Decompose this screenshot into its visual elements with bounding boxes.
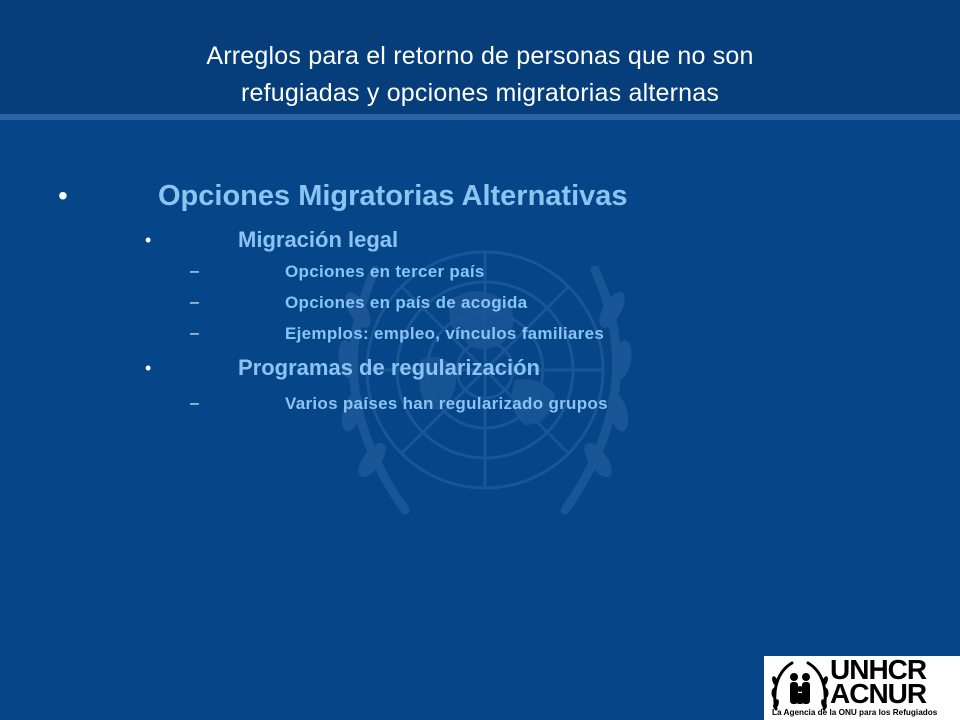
slide-title xyxy=(60,38,900,112)
logo-unhcr-text: UNHCR xyxy=(830,654,927,685)
logo-acnur-text: ACNUR xyxy=(830,678,927,709)
section-heading: Opciones Migratorias Alternativas xyxy=(158,180,628,212)
list-item-text: Opciones en país de acogida xyxy=(285,293,528,312)
slide-title-line-1: Arreglos para el retorno de personas que no son xyxy=(206,42,754,70)
list-item-text: Ejemplos: empleo, vínculos familiares xyxy=(285,324,605,343)
subheading-regularization: Programas de regularización xyxy=(238,355,540,380)
dash-marker: – xyxy=(190,294,199,311)
bullet-marker: • xyxy=(145,358,152,378)
unhcr-logo xyxy=(764,656,960,720)
dash-marker: – xyxy=(190,325,199,342)
unhcr-family-shelter-icon xyxy=(770,659,830,713)
list-item-text: Opciones en tercer país xyxy=(285,262,485,281)
title-divider xyxy=(0,114,960,120)
bullet-marker: • xyxy=(145,230,152,250)
bullet-marker: • xyxy=(58,180,68,211)
list-item-text: Varios países han regularizado grupos xyxy=(285,394,608,413)
logo-tagline: La Agencia de la ONU para los Refugiados xyxy=(772,708,938,717)
dash-marker: – xyxy=(190,263,199,280)
subheading-legal-migration: Migración legal xyxy=(238,227,399,252)
dash-marker: – xyxy=(190,395,199,412)
slide-title-line-2: refugiadas y opciones migratorias alternas xyxy=(240,79,720,107)
